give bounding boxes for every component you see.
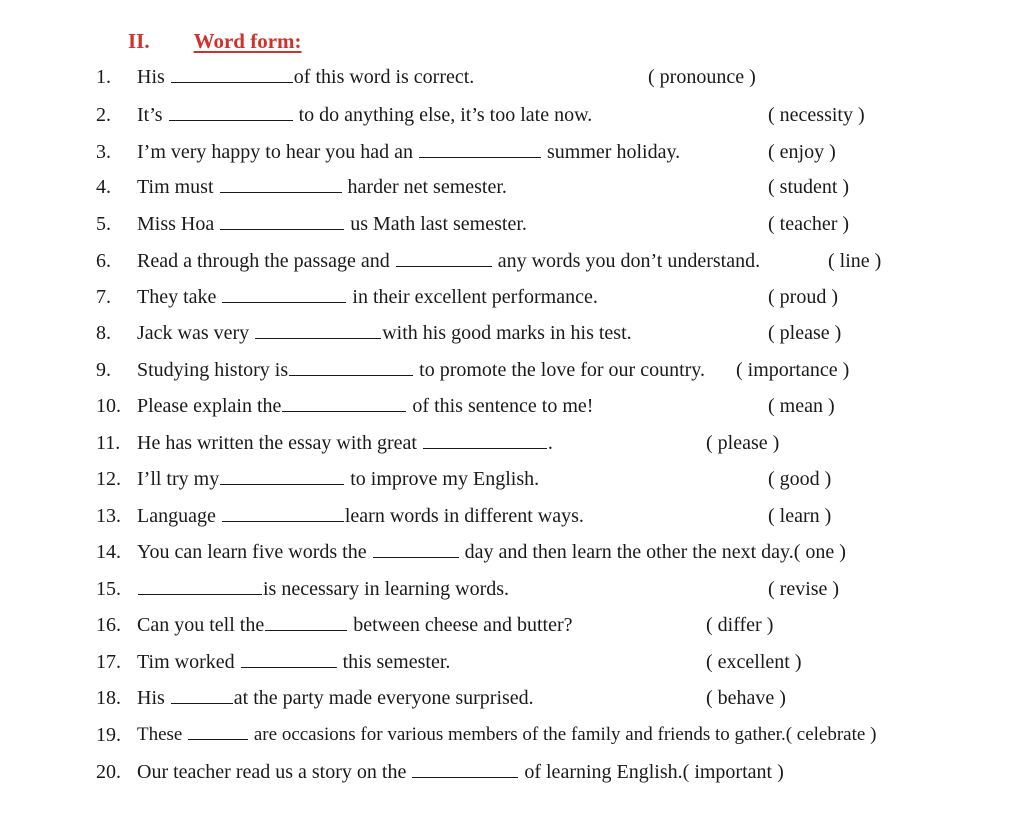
sentence-after: us Math last semester. [345,213,527,235]
answer-blank[interactable] [171,685,233,704]
answer-blank[interactable] [138,576,262,595]
sentence-before: Our teacher read us a story on the [137,761,412,783]
exercise-item [0,172,1024,202]
item-sentence [137,391,593,421]
item-number: 8. [96,322,111,344]
sentence-before: Jack was very [137,322,255,344]
item-sentence [137,172,507,202]
item-number: 10. [96,395,121,417]
sentence-before: Tim worked [137,651,240,673]
sentence-after: of this word is correct. [293,66,475,88]
exercise-item [0,100,1024,130]
sentence-before: I’ll try my [137,468,220,490]
sentence-after: to improve my English. [345,468,540,490]
item-sentence [137,464,539,494]
exercise-item [0,62,1024,92]
item-number: 20. [96,761,121,783]
sentence-before: They take [137,286,222,308]
answer-blank[interactable] [220,466,344,485]
sentence-before: His [137,66,170,88]
exercise-item [0,501,1024,531]
word-hint: ( please ) [706,432,780,454]
item-number: 9. [96,359,111,381]
item-number: 4. [96,176,111,198]
item-sentence [137,318,632,348]
answer-blank[interactable] [419,139,541,158]
item-sentence [137,282,598,312]
word-hint: ( teacher ) [768,213,850,235]
item-number: 16. [96,614,121,636]
sentence-before: Tim must [137,176,219,198]
exercise-item [0,683,1024,713]
sentence-after: of this sentence to me! [407,395,594,417]
answer-blank[interactable] [222,503,344,522]
section-number: II. [128,29,150,53]
exercise-item [0,355,1024,385]
word-hint: ( behave ) [706,687,786,709]
exercise-item [0,137,1024,167]
answer-blank[interactable] [412,759,518,778]
exercise-item [0,391,1024,421]
sentence-after: day and then learn the other the next day. [459,541,794,563]
item-sentence [137,683,534,713]
sentence-after: this semester. [337,651,451,673]
sentence-before: Language [137,505,221,527]
exercise-item [0,647,1024,677]
answer-blank[interactable] [241,649,337,668]
answer-blank[interactable] [220,211,344,230]
item-number: 18. [96,687,121,709]
answer-blank[interactable] [289,357,413,376]
exercise-item [0,757,1024,787]
item-sentence [137,209,527,239]
item-sentence [137,355,705,385]
answer-blank[interactable] [171,64,293,83]
item-number: 6. [96,250,111,272]
answer-blank[interactable] [255,320,381,339]
exercise-item [0,428,1024,458]
item-number: 12. [96,468,121,490]
sentence-after: any words you don’t understand. [492,250,761,272]
sentence-after: of learning English. [519,761,683,783]
item-sentence [137,610,573,640]
sentence-before: Read a through the passage and [137,250,395,272]
sentence-before: He has written the essay with great [137,432,422,454]
item-number: 1. [96,66,111,88]
item-sentence [137,246,760,276]
answer-blank[interactable] [373,539,459,558]
word-hint: ( learn ) [768,505,832,527]
sentence-before: Can you tell the [137,614,265,636]
sentence-after: with his good marks in his test. [382,322,632,344]
answer-blank[interactable] [188,721,248,740]
item-sentence [137,428,553,458]
item-number: 14. [96,541,121,563]
word-hint: ( one ) [793,541,846,563]
section-heading [128,27,302,55]
sentence-after: are occasions for various members of the family and friends to gather. [249,724,786,745]
word-hint: ( mean ) [768,395,835,417]
answer-blank[interactable] [282,393,406,412]
item-number: 13. [96,505,121,527]
item-sentence [137,720,876,750]
word-hint: ( revise ) [768,578,840,600]
word-hint: ( proud ) [768,286,838,308]
answer-blank[interactable] [222,284,346,303]
item-sentence [137,100,592,130]
sentence-before: It’s [137,104,168,126]
item-sentence [137,574,509,604]
answer-blank[interactable] [169,102,293,121]
sentence-before: You can learn five words the [137,541,372,563]
word-hint: ( important ) [682,761,784,783]
sentence-before: I’m very happy to hear you had an [137,141,419,163]
exercise-item [0,574,1024,604]
word-hint: ( enjoy ) [768,141,836,163]
word-hint: ( please ) [768,322,842,344]
item-sentence [137,647,450,677]
sentence-after: to do anything else, it’s too late now. [293,104,593,126]
word-hint: ( celebrate ) [785,724,877,745]
sentence-before: Please explain the [137,395,282,417]
sentence-after: . [547,432,553,454]
answer-blank[interactable] [265,612,347,631]
sentence-after: learn words in different ways. [344,505,584,527]
exercise-item [0,464,1024,494]
item-sentence [137,501,584,531]
exercise-item [0,318,1024,348]
word-hint: ( good ) [768,468,832,490]
sentence-before: These [137,724,188,745]
word-hint: ( pronounce ) [648,66,756,88]
exercise-item [0,610,1024,640]
word-hint: ( student ) [768,176,850,198]
item-number: 5. [96,213,111,235]
answer-blank[interactable] [423,430,547,449]
sentence-before: Studying history is [137,359,289,381]
word-hint: ( importance ) [736,359,850,381]
section-title: Word form: [193,29,302,53]
sentence-before: His [137,687,170,709]
item-sentence [137,62,474,92]
item-sentence [137,537,846,567]
exercise-item [0,246,1024,276]
exercise-item [0,537,1024,567]
word-hint: ( differ ) [706,614,774,636]
sentence-after: to promote the love for our country. [414,359,705,381]
answer-blank[interactable] [396,248,492,267]
item-number: 15. [96,578,121,600]
sentence-after: between cheese and butter? [348,614,573,636]
answer-blank[interactable] [220,174,342,193]
item-number: 17. [96,651,121,673]
sentence-after: summer holiday. [542,141,681,163]
exercise-item [0,282,1024,312]
item-number: 7. [96,286,111,308]
item-sentence [137,757,784,787]
word-hint: ( excellent ) [706,651,802,673]
exercise-item [0,209,1024,239]
sentence-after: in their excellent performance. [347,286,598,308]
word-hint: ( necessity ) [768,104,865,126]
sentence-before: Miss Hoa [137,213,220,235]
item-number: 3. [96,141,111,163]
word-hint: ( line ) [828,250,882,272]
item-number: 2. [96,104,111,126]
item-number: 11. [96,432,121,454]
exercise-item [0,720,1024,750]
sentence-after: is necessary in learning words. [263,578,510,600]
sentence-after: at the party made everyone surprised. [233,687,534,709]
sentence-after: harder net semester. [342,176,507,198]
item-sentence [137,137,680,167]
item-number: 19. [96,724,121,746]
